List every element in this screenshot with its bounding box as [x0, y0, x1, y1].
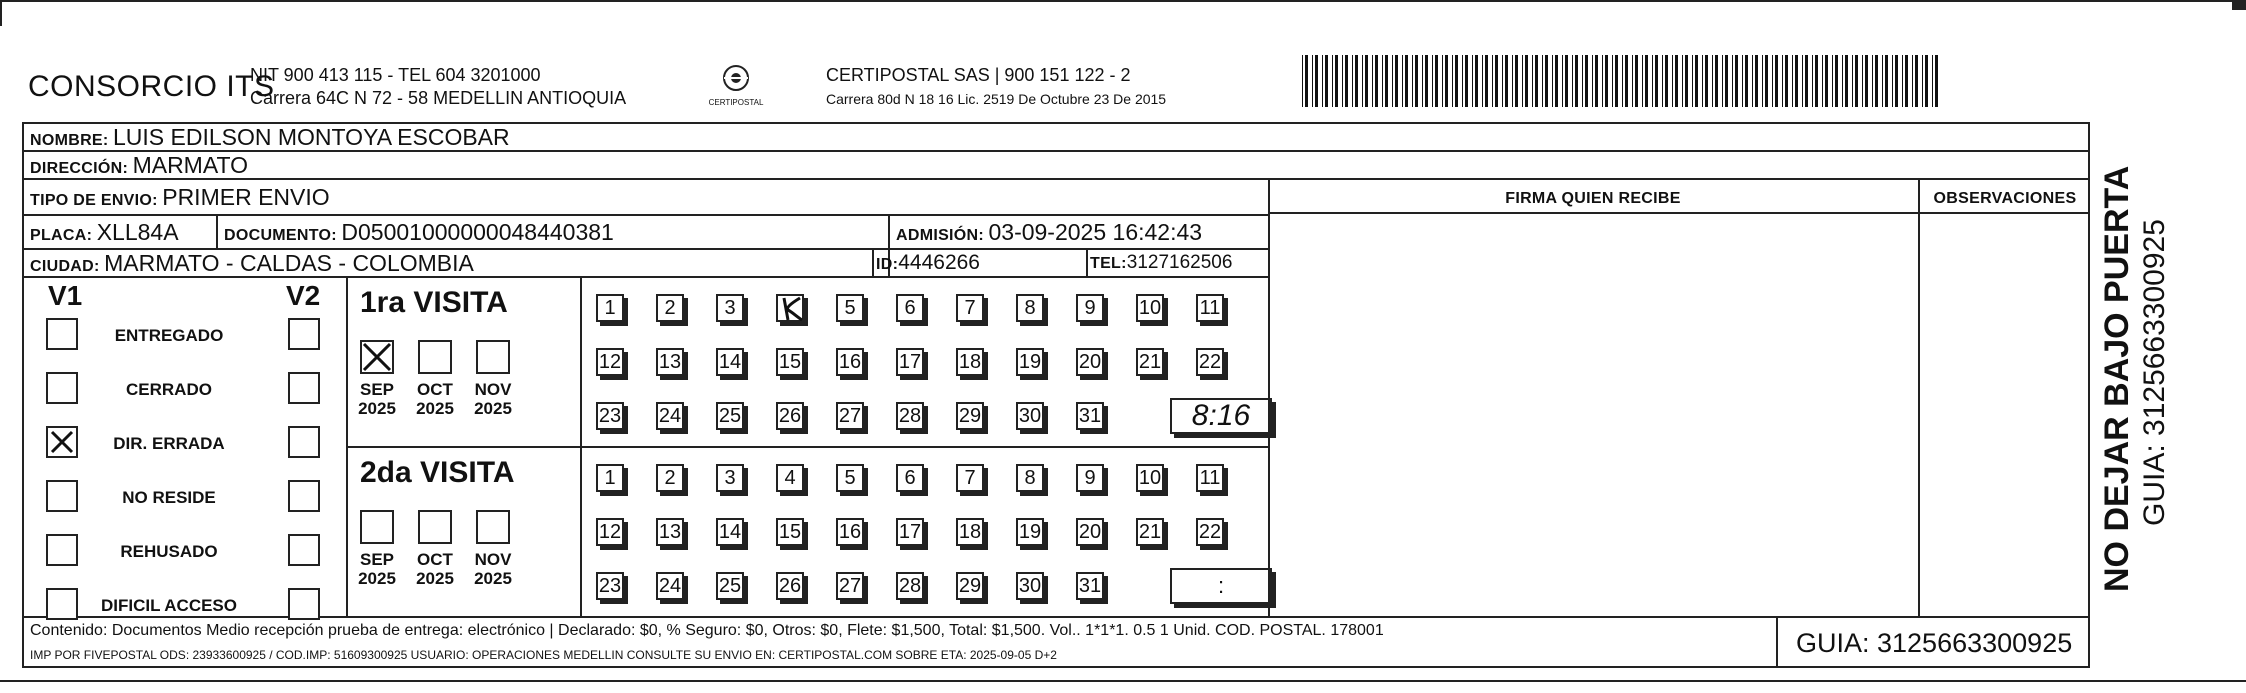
company-name: CONSORCIO ITS [28, 70, 275, 103]
barcode-bar [1855, 55, 1858, 107]
day-cell[interactable]: 29 [956, 402, 984, 430]
barcode-bar [1372, 55, 1373, 107]
barcode-bar [1612, 55, 1613, 107]
month-year: 2025 [416, 569, 454, 588]
day-cell[interactable]: 22 [1196, 348, 1224, 376]
day-cell[interactable]: 4 [776, 464, 804, 492]
barcode-bar [1532, 55, 1533, 107]
rule [1268, 178, 1270, 616]
x-mark-icon [360, 340, 394, 374]
barcode-bar [1892, 55, 1893, 107]
v2-checkbox[interactable] [288, 426, 320, 458]
day-cell[interactable]: 27 [836, 402, 864, 430]
month-label [410, 550, 460, 588]
day-cell[interactable]: 11 [1196, 294, 1224, 322]
day-cell[interactable]: 8 [1016, 294, 1044, 322]
barcode-bar [1442, 55, 1443, 107]
v2-checkbox[interactable] [288, 372, 320, 404]
barcode-bar [1335, 55, 1338, 107]
month-name: OCT [417, 550, 453, 569]
tel-value: 3127162506 [1126, 252, 1233, 273]
barcode-bar [1732, 55, 1733, 107]
day-cell[interactable]: 30 [1016, 572, 1044, 600]
barcode-bar [1572, 55, 1573, 107]
barcode-bar [1795, 55, 1798, 107]
barcode-bar [1592, 55, 1593, 107]
month-checkbox[interactable] [476, 340, 510, 374]
barcode-bar [1805, 55, 1808, 107]
barcode-bar [1915, 55, 1918, 107]
barcode-bar [1902, 55, 1903, 107]
month-name: NOV [474, 550, 512, 569]
month-label [410, 380, 460, 418]
day-cell[interactable]: 21 [1136, 348, 1164, 376]
id-field [876, 249, 980, 279]
tel-label: TEL: [1090, 255, 1127, 272]
month-checkbox[interactable] [418, 510, 452, 544]
nombre-label: NOMBRE: [30, 132, 109, 149]
status-label: CERRADO [126, 380, 212, 399]
month-label [468, 380, 518, 418]
barcode-bar [1842, 55, 1843, 107]
visit-title: 2da VISITA [360, 456, 515, 489]
barcode-bar [1375, 55, 1378, 107]
barcode-bar [1932, 55, 1933, 107]
day-cell[interactable]: 14 [716, 518, 744, 546]
x-mark-icon [46, 426, 78, 458]
barcode-bar [1405, 55, 1408, 107]
day-cell[interactable]: 5 [836, 294, 864, 322]
footer-impresion: IMP POR FIVEPOSTAL ODS: 23933600925 / COD.IMP: 51609300925 USUARIO: OPERACIONES MEDELLIN CONSULTE SU ENVIO EN: CERTIPOSTAL.COM SOBRE ETA: 2025-09-05 D+2 [30, 648, 1057, 662]
barcode-bar [1402, 55, 1403, 107]
month-name: SEP [359, 380, 395, 399]
barcode-bar [1935, 55, 1938, 107]
day-cell[interactable]: 2 [656, 464, 684, 492]
barcode-bar [1722, 55, 1723, 107]
day-cell[interactable]: 6 [896, 464, 924, 492]
day-cell[interactable]: 28 [896, 572, 924, 600]
barcode-bar [1545, 55, 1548, 107]
day-cell[interactable]: 2 [656, 294, 684, 322]
barcode-bar [1462, 55, 1463, 107]
barcode-bar [1595, 55, 1598, 107]
carrier-info-2: Carrera 80d N 18 16 Lic. 2519 De Octubre 23 De 2015 [826, 91, 1167, 107]
barcode-bar [1392, 55, 1393, 107]
barcode-bar [1325, 55, 1328, 107]
barcode-bar [1342, 55, 1343, 107]
day-cell[interactable]: 31 [1076, 572, 1104, 600]
day-cell[interactable]: 12 [596, 348, 624, 376]
handwritten-mark-icon [776, 294, 806, 324]
barcode-bar [1635, 55, 1638, 107]
rule [1086, 248, 1088, 276]
barcode-bar [1485, 55, 1488, 107]
day-cell[interactable]: 30 [1016, 402, 1044, 430]
rule [346, 446, 1268, 448]
barcode-bar [1815, 55, 1818, 107]
day-cell[interactable]: 27 [836, 572, 864, 600]
carrier-info-1: CERTIPOSTAL SAS | 900 151 122 - 2 [826, 65, 1131, 85]
placa-value: XLL84A [96, 219, 179, 245]
day-cell[interactable]: 25 [716, 402, 744, 430]
barcode-bar [1475, 55, 1478, 107]
barcode-bar [1712, 55, 1713, 107]
day-cell[interactable]: 7 [956, 464, 984, 492]
barcode-bar [1422, 55, 1423, 107]
day-cell[interactable]: 31 [1076, 402, 1104, 430]
barcode-bar [1445, 55, 1448, 107]
barcode-bar [1642, 55, 1643, 107]
barcode-bar [1682, 55, 1683, 107]
day-cell[interactable]: 25 [716, 572, 744, 600]
barcode-bar [1365, 55, 1368, 107]
month-label [468, 550, 518, 588]
tipo-label: TIPO DE ENVIO: [30, 192, 158, 209]
barcode-bar [1302, 55, 1303, 107]
day-cell[interactable]: 26 [776, 402, 804, 430]
barcode-bar [1802, 55, 1803, 107]
status-panel [22, 276, 346, 616]
day-cell[interactable]: 13 [656, 348, 684, 376]
barcode-bar [1345, 55, 1348, 107]
day-cell[interactable]: 8 [1016, 464, 1044, 492]
month-name: NOV [474, 380, 512, 399]
month-label [352, 550, 402, 588]
v2-checkbox[interactable] [288, 588, 320, 620]
admision-field [896, 216, 1202, 252]
day-cell[interactable]: 6 [896, 294, 924, 322]
barcode-bar [1465, 55, 1468, 107]
day-cell[interactable]: 19 [1016, 348, 1044, 376]
day-cell[interactable]: 24 [656, 402, 684, 430]
barcode-bar [1425, 55, 1428, 107]
id-label: ID: [876, 256, 899, 273]
status-label: DIR. ERRADA [113, 434, 225, 453]
rule [580, 276, 582, 446]
v1-checkbox[interactable] [46, 480, 78, 512]
nombre-value: LUIS EDILSON MONTOYA ESCOBAR [113, 124, 510, 150]
barcode-bar [1872, 55, 1873, 107]
barcode-bar [1922, 55, 1923, 107]
rule [22, 178, 2090, 180]
barcode-bar [1895, 55, 1898, 107]
month-name: OCT [417, 380, 453, 399]
time-field[interactable]: : [1170, 568, 1272, 604]
barcode-bar [1522, 55, 1523, 107]
v1-checkbox[interactable] [46, 588, 78, 620]
day-cell[interactable]: 14 [716, 348, 744, 376]
v1-label: V1 [48, 280, 83, 311]
day-cell[interactable]: 7 [956, 294, 984, 322]
barcode-bar [1502, 55, 1503, 107]
barcode-bar [1332, 55, 1333, 107]
day-cell[interactable]: 19 [1016, 518, 1044, 546]
side-guia: GUIA: 3125663300925 [2138, 219, 2171, 526]
barcode-bar [1412, 55, 1413, 107]
barcode-bar [1455, 55, 1458, 107]
barcode-bar [1385, 55, 1388, 107]
firma-header: FIRMA QUIEN RECIBE [1505, 190, 1681, 207]
footer-guia: GUIA: 3125663300925 [1796, 628, 2073, 658]
barcode-bar [1315, 55, 1318, 107]
day-cell[interactable]: 28 [896, 402, 924, 430]
barcode-bar [1602, 55, 1603, 107]
barcode-bar [1672, 55, 1673, 107]
left-edge-mark [0, 0, 2, 26]
day-cell[interactable]: 16 [836, 348, 864, 376]
barcode-bar [1615, 55, 1618, 107]
rule [22, 150, 2090, 152]
barcode-bar [1772, 55, 1773, 107]
barcode-bar [1495, 55, 1498, 107]
barcode-bar [1665, 55, 1668, 107]
time-field[interactable]: 8:16 [1170, 398, 1272, 434]
barcode-bar [1785, 55, 1788, 107]
barcode-bar [1625, 55, 1628, 107]
documento-label: DOCUMENTO: [224, 227, 337, 244]
ciudad-label: CIUDAD: [30, 258, 100, 275]
day-cell[interactable]: 11 [1196, 464, 1224, 492]
barcode-bar [1562, 55, 1563, 107]
barcode-bar [1355, 55, 1358, 107]
day-cell[interactable]: 24 [656, 572, 684, 600]
barcode-bar [1632, 55, 1633, 107]
barcode-bar [1812, 55, 1813, 107]
month-checkbox[interactable] [476, 510, 510, 544]
day-cell[interactable]: 3 [716, 464, 744, 492]
barcode-bar [1585, 55, 1588, 107]
month-year: 2025 [474, 399, 512, 418]
barcode-bar [1905, 55, 1908, 107]
certipostal-logo [706, 60, 766, 110]
barcode-bar [1742, 55, 1743, 107]
nombre-field [30, 122, 510, 150]
status-label: DIFICIL ACCESO [100, 596, 237, 615]
barcode-bar [1852, 55, 1853, 107]
barcode-bar [1552, 55, 1553, 107]
v2-checkbox[interactable] [288, 480, 320, 512]
barcode-bar [1535, 55, 1538, 107]
month-name: SEP [359, 550, 395, 569]
rule [346, 276, 348, 616]
admision-value: 03-09-2025 16:42:43 [988, 219, 1203, 245]
barcode-bar [1695, 55, 1698, 107]
barcode-bar [1882, 55, 1883, 107]
day-cell[interactable]: 29 [956, 572, 984, 600]
observaciones-header: OBSERVACIONES [1933, 190, 2077, 207]
barcode-bar [1362, 55, 1363, 107]
barcode-bar [1822, 55, 1823, 107]
barcode-bar [1752, 55, 1753, 107]
barcode-bar [1662, 55, 1663, 107]
company-info-2: Carrera 64C N 72 - 58 MEDELLIN ANTIOQUIA [250, 88, 627, 108]
barcode-bar [1912, 55, 1913, 107]
barcode-bar [1792, 55, 1793, 107]
day-cell[interactable]: 20 [1076, 518, 1104, 546]
admision-label: ADMISIÓN: [896, 227, 985, 244]
barcode-bar [1825, 55, 1828, 107]
barcode-bar [1762, 55, 1763, 107]
placa-field [30, 216, 179, 252]
barcode-bar [1885, 55, 1888, 107]
direccion-field [30, 150, 248, 178]
day-cell[interactable]: 16 [836, 518, 864, 546]
barcode-bar [1352, 55, 1353, 107]
top-border [0, 0, 2246, 2]
barcode-bar [1715, 55, 1718, 107]
day-cell[interactable]: 23 [596, 402, 624, 430]
barcode-bar [1685, 55, 1688, 107]
barcode-bar [1565, 55, 1568, 107]
day-cell[interactable]: 15 [776, 518, 804, 546]
tel-field [1090, 249, 1232, 278]
day-cell[interactable]: 17 [896, 348, 924, 376]
v2-label: V2 [286, 280, 321, 311]
right-edge-mark [2232, 0, 2246, 10]
barcode-bar [1925, 55, 1928, 107]
barcode-bar [1575, 55, 1578, 107]
barcode-bar [1512, 55, 1513, 107]
rule [1268, 212, 2090, 214]
barcode-bar [1832, 55, 1833, 107]
month-checkbox[interactable] [360, 510, 394, 544]
day-cell[interactable]: 21 [1136, 518, 1164, 546]
ciudad-value: MARMATO - CALDAS - COLOMBIA [104, 250, 474, 276]
barcode-bar [1432, 55, 1433, 107]
rule [1918, 178, 1920, 616]
barcode-bar [1835, 55, 1838, 107]
rule [580, 446, 582, 616]
day-cell[interactable]: 26 [776, 572, 804, 600]
barcode-bar [1725, 55, 1728, 107]
day-cell[interactable]: 15 [776, 348, 804, 376]
barcode-bar [1482, 55, 1483, 107]
barcode-bar [1312, 55, 1313, 107]
barcode-bar [1745, 55, 1748, 107]
logo-text: CERTIPOSTAL [708, 98, 764, 107]
day-cell[interactable]: 3 [716, 294, 744, 322]
rule [872, 248, 874, 276]
day-cell[interactable]: 13 [656, 518, 684, 546]
barcode [1302, 55, 1940, 107]
day-cell[interactable]: 18 [956, 348, 984, 376]
barcode-bar [1645, 55, 1648, 107]
documento-field [224, 216, 614, 252]
barcode-bar [1755, 55, 1758, 107]
barcode-bar [1525, 55, 1528, 107]
barcode-bar [1542, 55, 1543, 107]
barcode-bar [1555, 55, 1558, 107]
v1-checkbox[interactable] [46, 534, 78, 566]
day-cell[interactable]: 22 [1196, 518, 1224, 546]
day-cell[interactable]: 5 [836, 464, 864, 492]
barcode-bar [1472, 55, 1473, 107]
month-year: 2025 [358, 399, 396, 418]
barcode-bar [1515, 55, 1518, 107]
barcode-bar [1305, 55, 1308, 107]
barcode-bar [1492, 55, 1493, 107]
month-year: 2025 [416, 399, 454, 418]
tipo-envio-field [30, 180, 330, 212]
day-cell[interactable]: 9 [1076, 294, 1104, 322]
barcode-bar [1605, 55, 1608, 107]
barcode-bar [1875, 55, 1878, 107]
direccion-value: MARMATO [132, 152, 248, 178]
barcode-bar [1765, 55, 1768, 107]
placa-label: PLACA: [30, 227, 93, 244]
barcode-bar [1862, 55, 1863, 107]
day-cell[interactable]: 20 [1076, 348, 1104, 376]
day-cell[interactable]: 18 [956, 518, 984, 546]
barcode-bar [1675, 55, 1678, 107]
day-cell[interactable]: 9 [1076, 464, 1104, 492]
bottom-border [0, 680, 2246, 682]
barcode-bar [1845, 55, 1848, 107]
rule [1776, 616, 1778, 668]
rule [216, 214, 218, 248]
barcode-bar [1505, 55, 1508, 107]
footer-contenido: Contenido: Documentos Medio recepción prueba de entrega: electrónico | Declarado: $0, % Seguro: $0, Otros: $0, Flete: $1,500, Total: $1,500. Vol.. 1*1*1. 0.5 1 Unid. COD. POSTAL. 178001 [30, 622, 1384, 639]
day-cell[interactable]: 1 [596, 294, 624, 322]
barcode-bar [1415, 55, 1418, 107]
status-label: NO RESIDE [122, 488, 216, 507]
barcode-bar [1705, 55, 1708, 107]
month-year: 2025 [358, 569, 396, 588]
side-warning: NO DEJAR BAJO PUERTA [2098, 165, 2136, 592]
v1-checkbox[interactable] [46, 318, 78, 350]
barcode-bar [1582, 55, 1583, 107]
barcode-bar [1622, 55, 1623, 107]
barcode-bar [1452, 55, 1453, 107]
barcode-bar [1865, 55, 1868, 107]
id-value: 4446266 [898, 251, 980, 274]
v2-checkbox[interactable] [288, 318, 320, 350]
barcode-bar [1692, 55, 1693, 107]
day-cell[interactable]: 12 [596, 518, 624, 546]
v2-checkbox[interactable] [288, 534, 320, 566]
day-cell[interactable]: 17 [896, 518, 924, 546]
month-checkbox[interactable] [418, 340, 452, 374]
documento-value: D05001000000048440381 [341, 219, 614, 245]
barcode-bar [1702, 55, 1703, 107]
visit-title: 1ra VISITA [360, 286, 508, 319]
barcode-bar [1322, 55, 1323, 107]
barcode-bar [1775, 55, 1778, 107]
barcode-bar [1652, 55, 1653, 107]
company-info-1: NIT 900 413 115 - TEL 604 3201000 [250, 65, 541, 85]
barcode-bar [1735, 55, 1738, 107]
v1-checkbox[interactable] [46, 372, 78, 404]
barcode-bar [1395, 55, 1398, 107]
barcode-bar [1655, 55, 1658, 107]
day-cell[interactable]: 10 [1136, 464, 1164, 492]
barcode-bar [1435, 55, 1438, 107]
direccion-label: DIRECCIÓN: [30, 160, 129, 177]
barcode-bar [1782, 55, 1783, 107]
tipo-value: PRIMER ENVIO [162, 184, 330, 210]
day-cell[interactable]: 1 [596, 464, 624, 492]
month-year: 2025 [474, 569, 512, 588]
day-cell[interactable]: 23 [596, 572, 624, 600]
barcode-bar [1382, 55, 1383, 107]
month-label [352, 380, 402, 418]
day-cell[interactable]: 10 [1136, 294, 1164, 322]
status-label: ENTREGADO [114, 326, 224, 345]
status-label: REHUSADO [120, 542, 218, 561]
rule [22, 616, 2090, 618]
